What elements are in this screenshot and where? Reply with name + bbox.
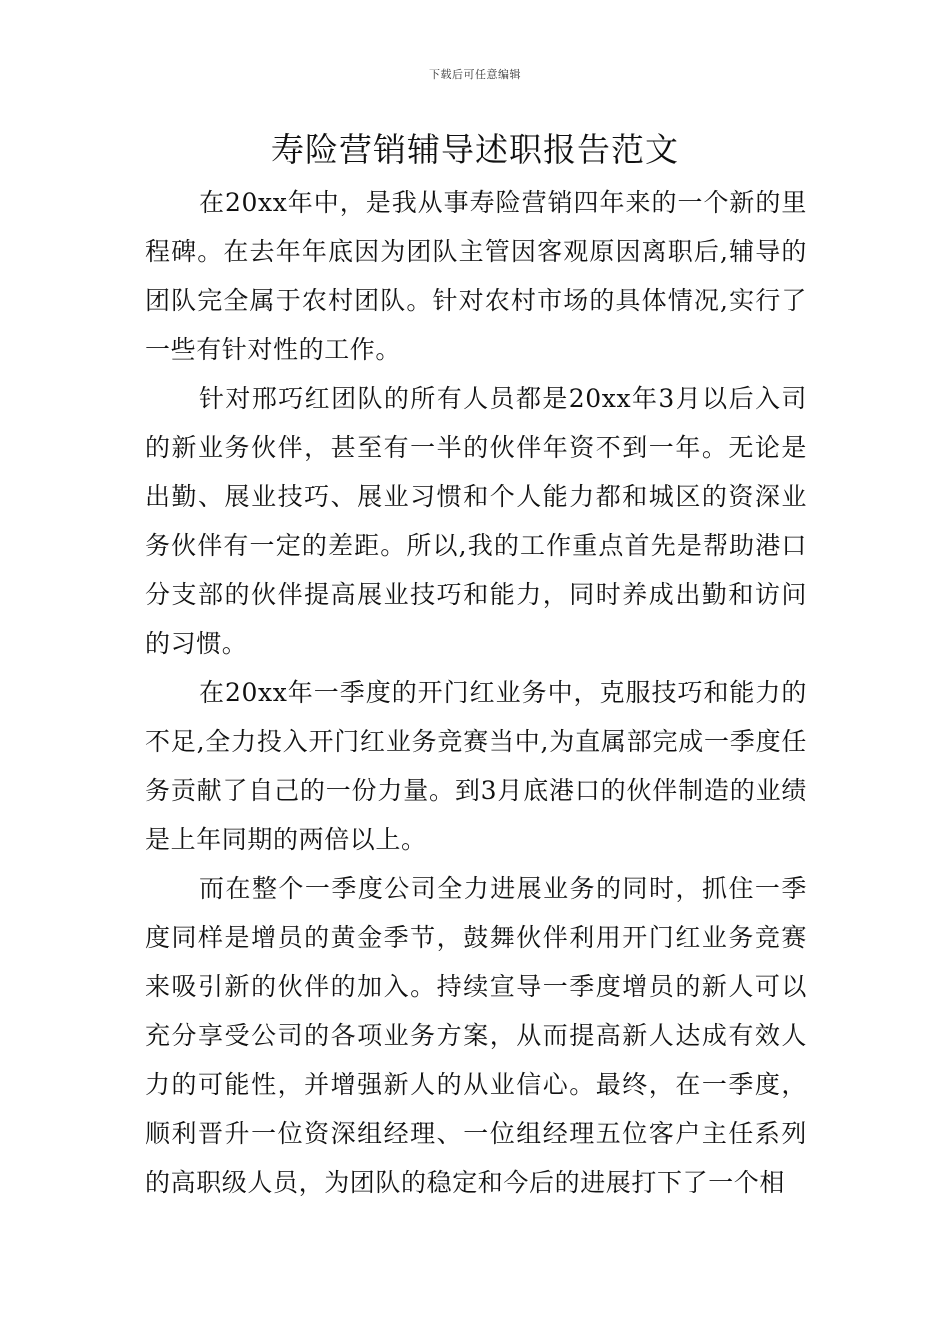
paragraph: 而在整个一季度公司全力进展业务的同时，抓住一季度同样是增员的黄金季节，鼓舞伙伴利用开门红业务竞赛来吸引新的伙伴的加入。持续宣导一季度增员的新人可以充分享受公司的各项业务方案，从而提高新人达成有效人力的可能性，并增强新人的从业信心。最终，在一季度，顺利晋升一位资深组经理、一位组经理五位客户主任系列的高职级人员，为团队的稳定和今后的进展打下了一个相 — [145, 874, 807, 1197]
document-title: 寿险营销辅导述职报告范文 — [271, 130, 679, 169]
header-note: 下载后可任意编辑 — [429, 68, 521, 81]
paragraph: 在20xx年一季度的开门红业务中，克服技巧和能力的不足,全力投入开门红业务竞赛当中,为直属部完成一季度任务贡献了自己的一份力量。到3月底港口的伙伴制造的业绩是上年同期的两倍以上。 — [145, 678, 807, 854]
paragraph: 针对邢巧红团队的所有人员都是20xx年3月以后入司的新业务伙伴，甚至有一半的伙伴年资不到一年。无论是出勤、展业技巧、展业习惯和个人能力都和城区的资深业务伙伴有一定的差距。所以,我的工作重点首先是帮助港口分支部的伙伴提高展业技巧和能力，同时养成出勤和访问的习惯。 — [145, 384, 807, 658]
document-body — [145, 178, 807, 1207]
paragraph: 在20xx年中，是我从事寿险营销四年来的一个新的里程碑。在去年年底因为团队主管因客观原因离职后,辅导的团队完全属于农村团队。针对农村市场的具体情况,实行了一些有针对性的工作。 — [145, 188, 807, 364]
